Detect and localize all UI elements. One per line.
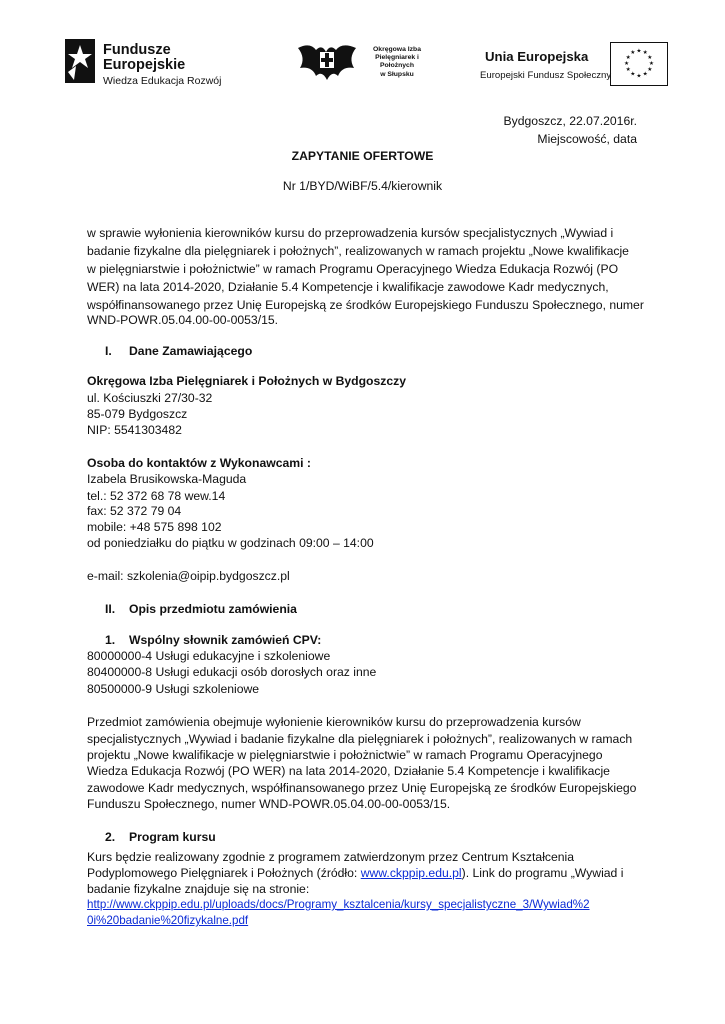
svg-text:★: ★ <box>648 60 654 67</box>
program-url-link[interactable]: http://www.ckppip.edu.pl/uploads/docs/Programy_ksztalcenia/kursy_specjalistyczne_3/Wywiad%2 <box>87 898 590 911</box>
unia-europejska-logo <box>480 42 670 88</box>
oipip-logo-line3: w Słupsku <box>380 70 414 78</box>
subsection-1-heading <box>105 632 321 648</box>
description-line: Przedmiot zamówienia obejmuje wyłonienie kierowników kursu do przeprowadzenia kursów <box>87 715 581 729</box>
contact-heading: Osoba do kontaktów z Wykonawcami : <box>87 456 311 470</box>
description-line: projektu „Nowe kwalifikacje w pielęgniarstwie i położnictwie” w ramach Programu Operacyjnego <box>87 748 603 762</box>
subsection-1-title: Wspólny słownik zamówień CPV: <box>129 633 322 647</box>
date-label: Miejscowość, data <box>537 132 637 146</box>
description-line: Wiedza Edukacja Rozwój (PO WER) na lata 2014-2020, Działanie 5.4 Kompetencje i kwalifikacje <box>87 764 610 778</box>
svg-text:★: ★ <box>625 67 631 74</box>
ckppip-link[interactable]: www.ckppip.edu.pl <box>360 866 462 880</box>
section-1-heading <box>105 343 252 359</box>
svg-text:★: ★ <box>642 50 648 57</box>
cpv-code: 80400000-8 Usługi edukacji osób dorosłych oraz inne <box>87 665 377 679</box>
contact-fax: fax: 52 372 79 04 <box>87 504 182 518</box>
program-line <box>87 865 623 881</box>
subsection-1-number: 1. <box>105 633 116 647</box>
cpv-code: 80500000-9 Usługi szkoleniowe <box>87 682 260 696</box>
contact-name: Izabela Brusikowska-Maguda <box>87 472 247 486</box>
intro-line: w pielęgniarstwie i położnictwie” w ramach Programu Operacyjnego Wiedza Edukacja Rozwój (PO <box>87 262 619 276</box>
intro-line: współfinansowanego przez Unię Europejską ze środków Europejskiego Funduszu Społecznego, numer <box>87 298 644 312</box>
section-2-heading <box>105 601 297 617</box>
oipip-logo-line2: Pielęgniarek i Położnych <box>375 54 419 70</box>
subsection-2-title: Program kursu <box>129 830 216 844</box>
contact-phone: tel.: 52 372 68 78 wew.14 <box>87 489 226 503</box>
fe-logo-subtitle: Wiedza Edukacja Rozwój <box>103 75 222 87</box>
subsection-2-number: 2. <box>105 830 116 844</box>
address-line: ul. Kościuszki 27/30-32 <box>87 391 213 405</box>
ue-logo-title: Unia Europejska <box>485 49 589 64</box>
contact-email[interactable]: e-mail: szkolenia@oipip.bydgoszcz.pl <box>87 569 290 583</box>
oipip-logo-line1: Okręgowa Izba <box>373 46 421 53</box>
program-line: badanie fizykalne znajduje się na stronie: <box>87 882 310 896</box>
oipip-logo <box>296 40 436 86</box>
svg-text:★: ★ <box>625 54 631 61</box>
document-number: Nr 1/BYD/WiBF/5.4/kierownik <box>282 179 443 193</box>
description-line: specjalistycznych „Wywiad i badanie fizykalne dla pielęgniarek i położnych”, realizowanych w ramach <box>87 732 633 746</box>
svg-text:★: ★ <box>624 60 630 67</box>
contact-hours: od poniedziałku do piątku w godzinach 09:00 – 14:00 <box>87 536 374 550</box>
intro-line: WND-POWR.05.04.00-00-0053/15. <box>87 313 279 327</box>
eu-flag-icon <box>610 42 668 86</box>
cpv-code: 80000000-4 Usługi edukacyjne i szkoleniowe <box>87 649 331 663</box>
program-line: Kurs będzie realizowany zgodnie z programem zatwierdzonym przez Centrum Kształcenia <box>87 850 575 864</box>
intro-line: WER) na lata 2014-2020, Działanie 5.4 Kompetencje i kwalifikacje zawodowe Kadr medycznych, <box>87 280 609 294</box>
address-line: 85-079 Bydgoszcz <box>87 407 188 421</box>
svg-text:★: ★ <box>636 73 642 80</box>
description-line: zawodowe Kadr medycznych, współfinansowanego przez Unię Europejską ze środków Europejskiego <box>87 781 637 795</box>
document-title: ZAPYTANIE OFERTOWE <box>291 149 434 163</box>
intro-line: w sprawie wyłonienia kierowników kursu do przeprowadzenia kursów specjalistycznych „Wywiad i <box>87 226 614 240</box>
svg-text:★: ★ <box>647 67 653 74</box>
date-place: Bydgoszcz, 22.07.2016r. <box>503 114 637 128</box>
fundusze-europejskie-logo <box>62 36 232 92</box>
section-1-title: Dane Zamawiającego <box>129 344 253 358</box>
oipip-logo-text <box>360 46 434 79</box>
program-line-text: ). Link do programu „Wywiad i <box>461 866 624 880</box>
section-2-number: II. <box>105 602 116 616</box>
svg-text:★: ★ <box>636 48 642 55</box>
fundusze-europejskie-star-icon <box>62 36 98 86</box>
program-line-text: Podyplomowego Pielęgniarek i Położnych (źródło: <box>87 866 361 880</box>
svg-text:★: ★ <box>630 71 636 78</box>
section-2-title: Opis przedmiotu zamówienia <box>129 602 297 616</box>
contact-mobile: mobile: +48 575 898 102 <box>87 520 222 534</box>
oipip-emblem-icon <box>296 40 358 84</box>
fe-logo-line2: Europejskie <box>103 57 186 73</box>
svg-text:★: ★ <box>630 50 636 57</box>
description-line: Funduszu Społecznego, numer WND-POWR.05.04.00-00-0053/15. <box>87 797 451 811</box>
org-name: Okręgowa Izba Pielęgniarek i Położnych w Bydgoszczy <box>87 374 406 388</box>
address-line: NIP: 5541303482 <box>87 423 182 437</box>
fe-logo-line1: Fundusze <box>103 42 171 58</box>
section-1-number: I. <box>105 344 112 358</box>
ue-logo-subtitle: Europejski Fundusz Społeczny <box>480 70 612 81</box>
svg-text:★: ★ <box>647 54 653 61</box>
subsection-2-heading <box>105 829 216 845</box>
svg-text:★: ★ <box>642 71 648 78</box>
intro-line: badanie fizykalne dla pielęgniarek i położnych”, realizowanych w ramach projektu „Nowe kwalifikacje <box>87 244 629 258</box>
program-url-link-continued[interactable]: 0i%20badanie%20fizykalne.pdf <box>87 914 249 927</box>
